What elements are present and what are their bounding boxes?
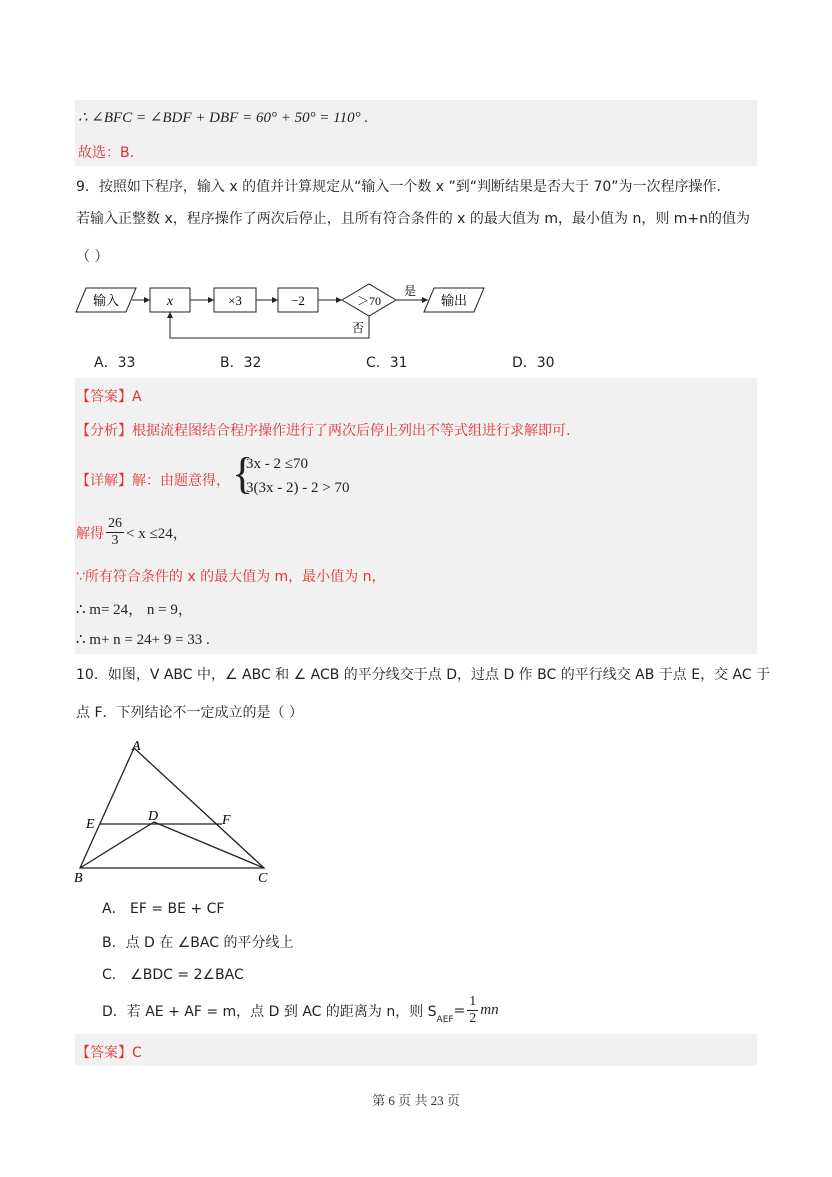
- solve-suffix: < x ≤24，: [126, 526, 188, 542]
- label-f: F: [222, 813, 231, 828]
- opt-d-den: 2: [469, 1011, 477, 1026]
- label-d: D: [148, 809, 159, 824]
- q9-detail-label: 【详解】解：由题意得，: [76, 473, 230, 489]
- solve-fraction: [106, 516, 124, 549]
- solve-prefix: 解得: [76, 525, 104, 542]
- q10-option-a: A． EF = BE + CF: [102, 901, 225, 917]
- triangle-abc: [80, 748, 264, 868]
- q10-option-b: B．点 D 在 ∠BAC 的平分线上: [102, 935, 294, 951]
- q9-option-a: A．33: [94, 355, 136, 371]
- opt-d-eq: =: [453, 1002, 466, 1019]
- q9-text-line2: 若输入正整数 x，程序操作了两次后停止，且所有符合条件的 x 的最大值为 m，最小值为 n，则 m+n的值为: [76, 211, 751, 227]
- q10-triangle-figure: [72, 736, 272, 886]
- q9-text-line1: 9．按照如下程序，输入 x 的值并计算规定从“输入一个数 x ”到“判断结果是否大于 70”为一次程序操作.: [76, 179, 722, 195]
- page-footer: 第 6 页 共 23 页: [372, 1093, 460, 1108]
- label-a: A: [132, 739, 141, 754]
- q9-solve-line: [76, 516, 188, 549]
- opt-d-sub: AEF: [436, 1015, 454, 1025]
- q9-answer: 【答案】A: [76, 389, 142, 405]
- frac-num: 26: [108, 516, 122, 531]
- flow-compare-label: ＞70: [356, 294, 382, 308]
- q10-answer-band: [75, 1034, 757, 1066]
- q9-flowchart: [74, 282, 494, 342]
- q9-option-c: C．31: [366, 355, 408, 371]
- frac-den: 3: [111, 533, 119, 548]
- q9-analysis: 【分析】根据流程图结合程序操作进行了两次后停止列出不等式组进行求解即可.: [76, 423, 571, 439]
- q10-text-line2: 点 F．下列结论不一定成立的是（ ）: [76, 705, 303, 721]
- label-e: E: [86, 817, 95, 832]
- q9-because: ∵所有符合条件的 x 的最大值为 m，最小值为 n，: [76, 569, 386, 585]
- flow-yes-label: 是: [403, 284, 417, 298]
- system-line1: 3x - 2 ≤70: [246, 456, 308, 472]
- flow-no-label: 否: [351, 321, 365, 335]
- flow-minus2-label: −2: [291, 293, 305, 308]
- flow-times3-label: ×3: [228, 293, 242, 308]
- q10-answer: 【答案】C: [76, 1045, 142, 1061]
- system-brace: {: [232, 449, 254, 498]
- q10-option-c: C． ∠BDC = 2∠BAC: [102, 967, 244, 983]
- q10-option-d: [102, 994, 499, 1027]
- flow-x-label: x: [166, 294, 174, 309]
- opt-d-fraction: [467, 994, 478, 1027]
- q9-option-d: D．30: [512, 355, 555, 371]
- flow-input-label: 输入: [92, 293, 120, 308]
- label-c: C: [258, 871, 268, 886]
- q9-text-line3: （ ）: [76, 249, 109, 265]
- opt-d-prefix: D．若 AE + AF = m，点 D 到 AC 的距离为 n，则 S: [102, 1003, 437, 1020]
- prev-solution-answer: 故选：B.: [78, 145, 135, 161]
- system-line2: 3(3x - 2) - 2 > 70: [246, 480, 350, 496]
- flow-output-label: 输出: [440, 293, 468, 308]
- segment-cd: [154, 822, 264, 868]
- q9-option-b: B．32: [220, 355, 262, 371]
- opt-d-num: 1: [469, 994, 477, 1009]
- prev-solution-line: ∴ ∠BFC = ∠BDF + DBF = 60° + 50° = 110° .: [78, 110, 369, 126]
- q10-text-line1: 10．如图，V ABC 中，∠ ABC 和 ∠ ACB 的平分线交于点 D，过点 D 作 BC 的平行线交 AB 于点 E，交 AC 于: [76, 667, 771, 683]
- opt-d-suffix: mn: [480, 1002, 499, 1018]
- q9-therefore1: ∴ m= 24， n = 9，: [76, 602, 193, 618]
- label-b: B: [74, 871, 83, 886]
- q9-therefore2: ∴ m+ n = 24+ 9 = 33 .: [76, 632, 210, 648]
